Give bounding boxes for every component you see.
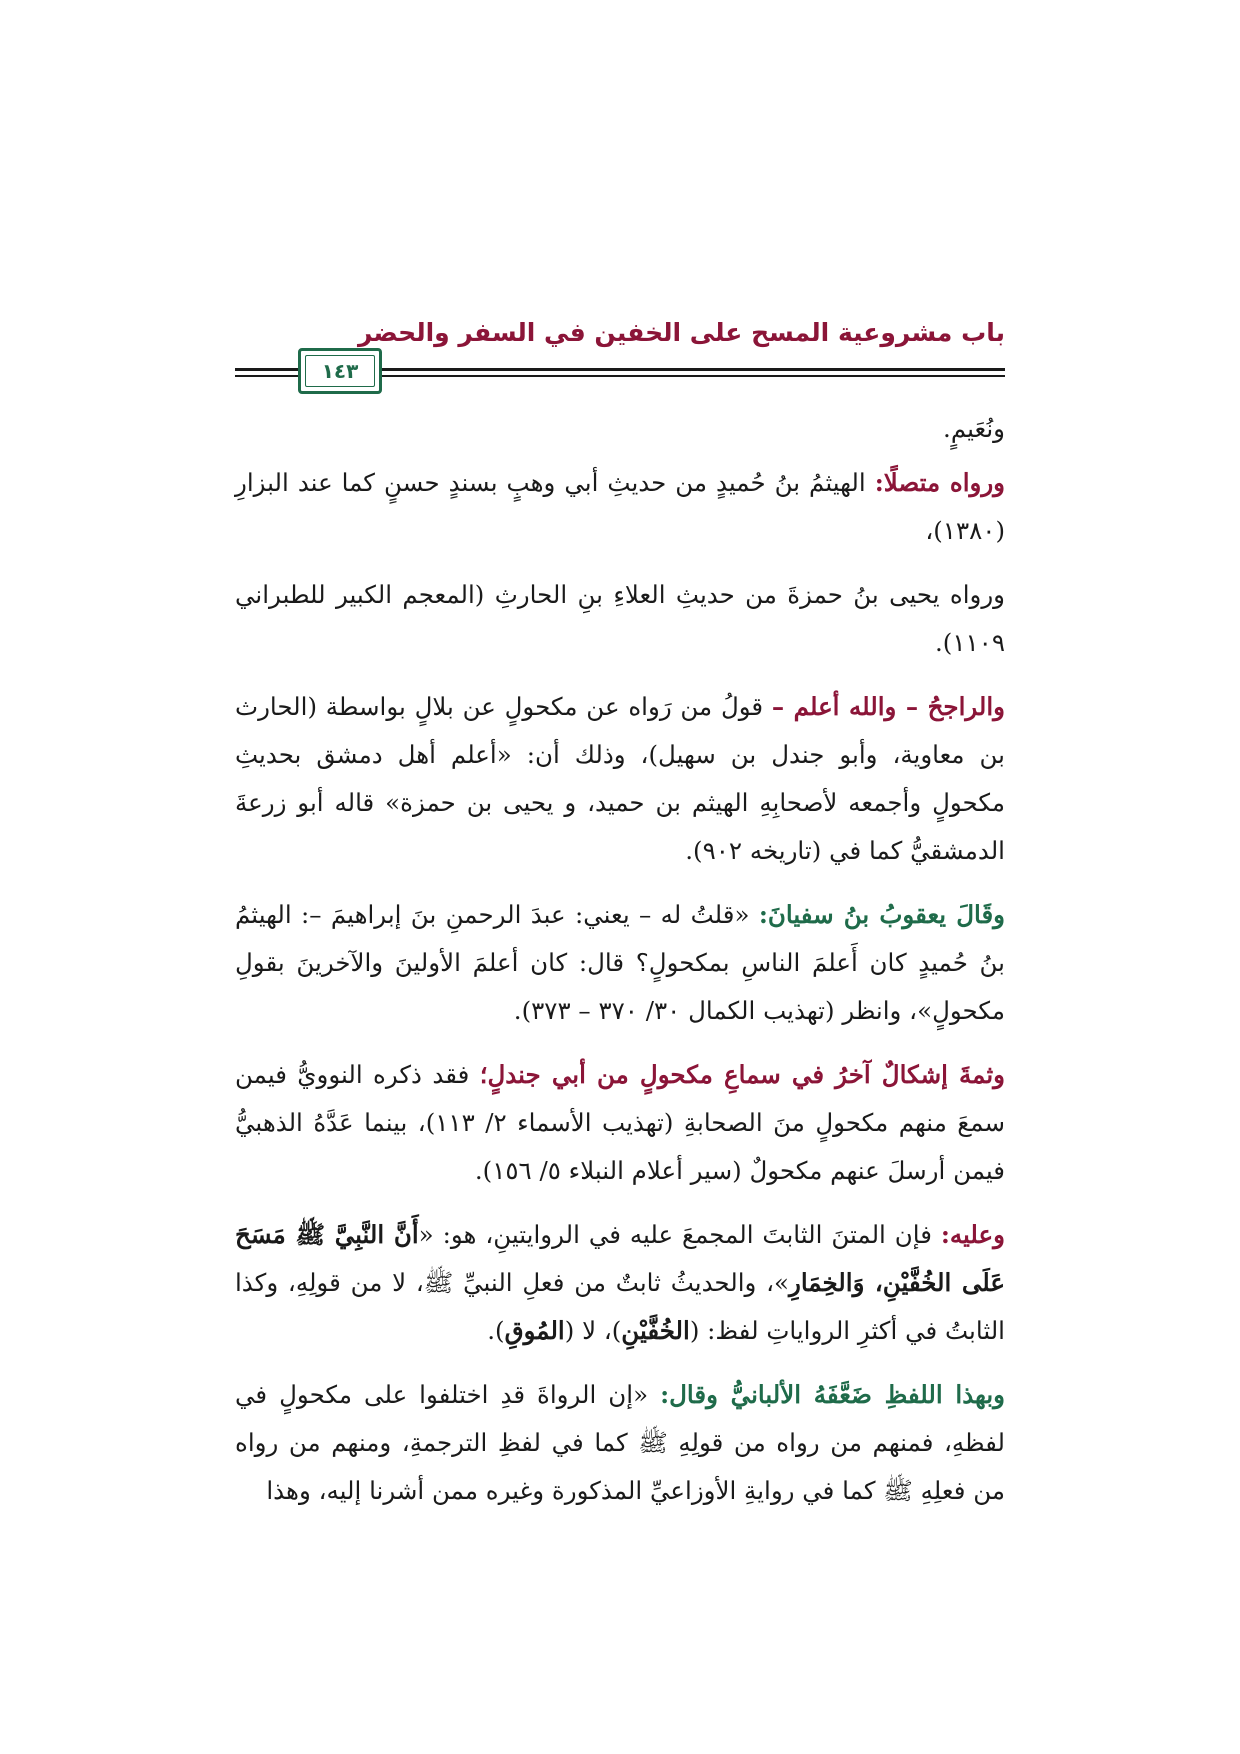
- page-body: [235, 405, 1005, 1531]
- page-header: [235, 318, 1005, 388]
- chapter-title: باب مشروعية المسح على الخفين في السفر والحضر: [358, 318, 1005, 347]
- paragraph-4: [235, 683, 1005, 875]
- paragraph-3: [235, 571, 1005, 667]
- paragraph-2: [235, 459, 1005, 555]
- paragraph-6: [235, 1051, 1005, 1195]
- paragraph-2-lead: ورواه متصلًا:: [874, 468, 1006, 497]
- paragraph-6-text: فقد ذكره النوويُّ فيمن سمعَ منهم مكحولٍ منَ الصحابةِ (تهذيب الأسماء ٢/ ١١٣)، بينما عَدَّهُ الذهبيُّ فيمن أرسلَ عنهم مكحولٌ (سير أعلام النبلاء ٥/ ١٥٦).: [235, 1060, 1005, 1185]
- hadith-text: أَنَّ النَّبِيَّ ﷺ مَسَحَ عَلَى الخُفَّيْنِ، وَالخِمَارِ: [235, 1220, 1005, 1297]
- paragraph-8-text: «إن الرواةَ قدِ اختلفوا على مكحولٍ في لفظهِ، فمنهم من رواه من قولِهِ ﷺ كما في لفظِ الترجمةِ، ومنهم من رواه من فعلِهِ ﷺ كما في روايةِ الأوزاعيِّ المذكورة وغيره ممن أشرنا إليه، وهذا: [235, 1380, 1005, 1505]
- page-number: ١٤٣: [321, 359, 359, 383]
- paragraph-8-lead: وبهذا اللفظِ ضَعَّفَهُ الألبانيُّ وقال:: [660, 1380, 1005, 1409]
- paragraph-4-text: قولُ من رَواه عن مكحولٍ عن بلالٍ بواسطة (الحارث بن معاوية، وأبو جندل بن سهيل)، وذلك أن: «أعلم أهل دمشق بحديثِ مكحولٍ وأجمعه لأصحابِهِ الهيثم بن حميد، و يحيى بن حمزة» قاله أبو زرعةَ الدمشقيُّ كما في (تاريخه ٩٠٢).: [235, 692, 1005, 865]
- paragraph-3-text: ورواه يحيى بنُ حمزةَ من حديثِ العلاءِ بنِ الحارثِ (المعجم الكبير للطبراني ١١٠٩).: [235, 580, 1005, 657]
- paragraph-7-text-3: )، لا (: [564, 1316, 622, 1345]
- paragraph-7-lead: وعليه:: [940, 1220, 1005, 1249]
- paragraph-7-text-4: ).: [487, 1316, 505, 1345]
- paragraph-1-text: ونُعَيمٍ.: [943, 414, 1005, 443]
- paragraph-7-text-2: »، والحديثُ ثابتٌ من فعلِ النبيِّ ﷺ، لا من قولِهِ، وكذا الثابتُ في أكثرِ الرواياتِ لفظ: (: [235, 1268, 1005, 1345]
- paragraph-5: [235, 891, 1005, 1035]
- paragraph-6-lead: وثمةَ إشكالٌ آخرُ في سماعِ مكحولٍ من أبي جندلٍ؛: [479, 1060, 1005, 1089]
- paragraph-7: [235, 1211, 1005, 1355]
- paragraph-1: [235, 405, 1005, 453]
- paragraph-2-text: الهيثمُ بنُ حُميدٍ من حديثِ أبي وهبٍ بسندٍ حسنٍ كما عند البزارِ (١٣٨٠)،: [235, 468, 1005, 545]
- paragraph-5-lead: وقَالَ يعقوبُ بنُ سفيانَ:: [758, 900, 1006, 929]
- paragraph-5-text: «قلتُ له – يعني: عبدَ الرحمنِ بنَ إبراهيمَ –: الهيثمُ بنُ حُميدٍ كان أَعلمَ الناسِ بمكحولٍ؟ قال: كان أعلمَ الأولينَ والآخرينَ بقولِ مكحولٍ»، وانظر (تهذيب الكمال ٣٠/ ٣٧٠ – ٣٧٣).: [235, 900, 1005, 1025]
- page-number-frame: [298, 348, 382, 394]
- paragraph-8: [235, 1371, 1005, 1515]
- term-khuffayn: الخُفَّيْنِ: [621, 1316, 690, 1345]
- term-mooq: المُوقِ: [504, 1316, 565, 1345]
- paragraph-7-text-1: فإن المتنَ الثابتَ المجمعَ عليه في الروايتينِ، هو: «: [418, 1220, 941, 1249]
- paragraph-4-lead: والراجحُ – والله أعلم –: [771, 692, 1005, 721]
